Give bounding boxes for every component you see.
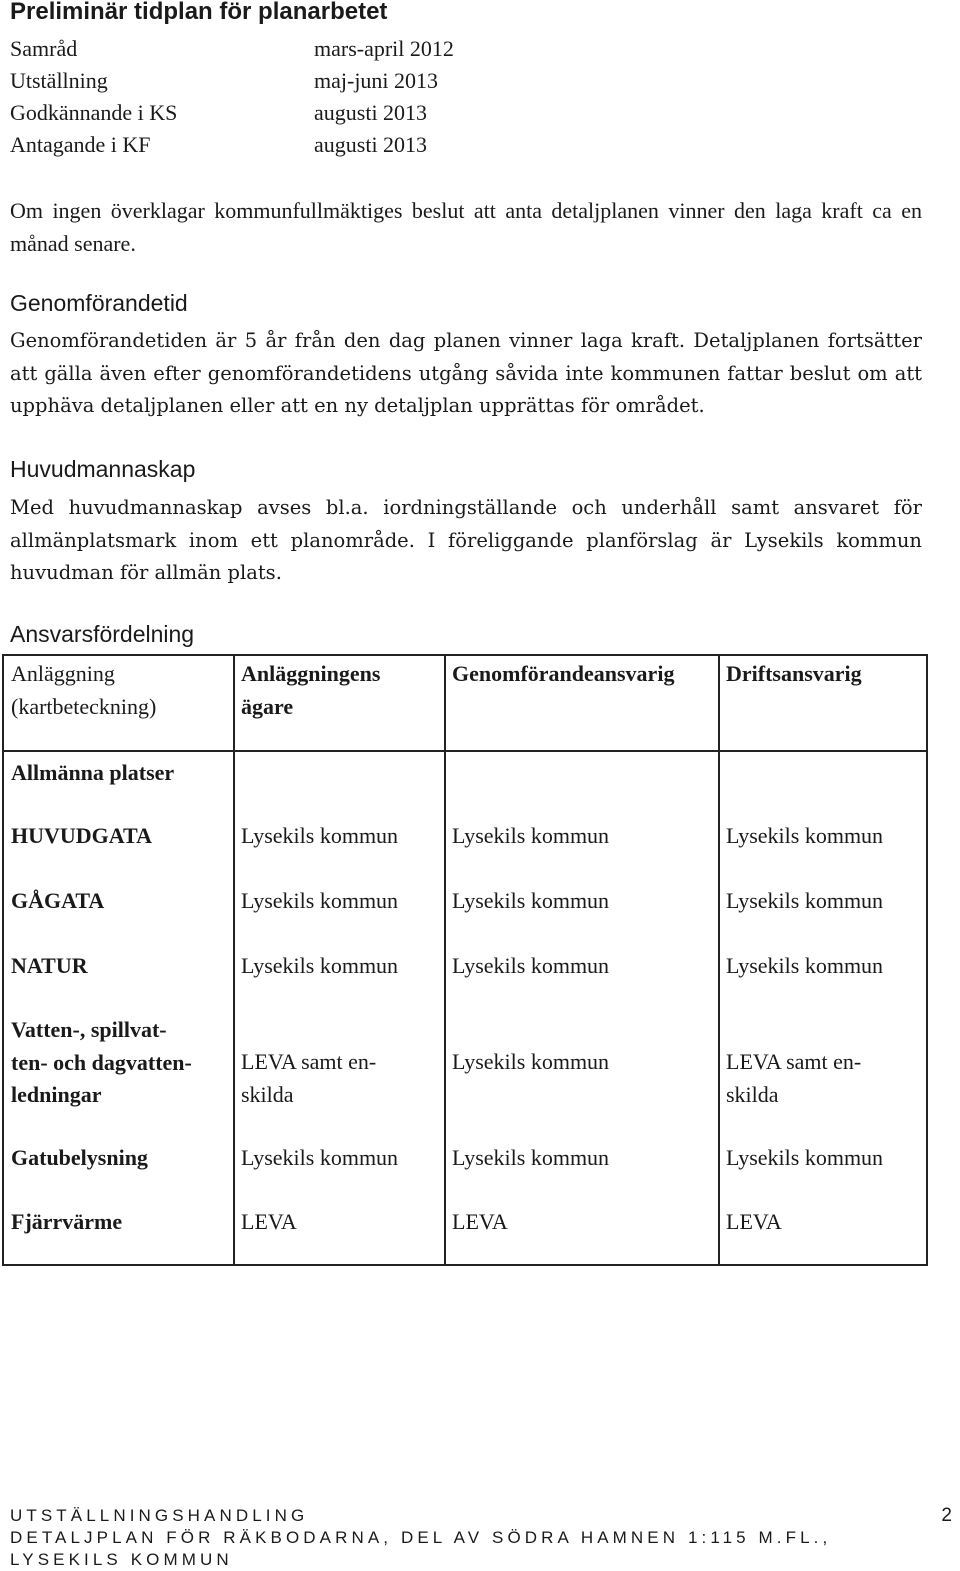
row-owner: Lysekils kommun	[241, 888, 399, 913]
section-label: Allmänna platser	[11, 760, 175, 785]
table-divider	[718, 752, 720, 1266]
row-owner: Lysekils kommun	[241, 953, 399, 978]
table-divider	[444, 656, 446, 752]
row-ops: Lysekils kommun	[726, 1145, 884, 1170]
responsibility-table	[2, 654, 928, 1266]
header-genomforandeansvarig: Genomförandeansvarig	[452, 661, 675, 686]
row-name-line: Vatten-, spillvat-	[11, 1017, 167, 1042]
schedule-label: Antagande i KF	[10, 132, 151, 157]
row-impl: LEVA	[452, 1209, 508, 1234]
table-divider	[233, 656, 235, 752]
row-name-line: ten- och dagvatten-	[11, 1049, 192, 1075]
table-header-divider	[4, 750, 926, 752]
row-name: HUVUDGATA	[11, 823, 152, 848]
row-owner-line: LEVA samt en-	[241, 1049, 377, 1074]
schedule-value: mars-april 2012	[314, 36, 454, 61]
row-name-line: ledningar	[11, 1082, 102, 1107]
page-number: 2	[941, 1505, 952, 1526]
header-agare-2: ägare	[241, 693, 294, 719]
header-anlaggning: Anläggning	[11, 661, 115, 686]
footer-plan-title: DETALJPLAN FÖR RÄKBODARNA, DEL AV SÖDRA HAMNEN 1:115 M.FL.,	[10, 1528, 832, 1547]
huvudmannaskap-paragraph: Med huvudmannaskap avses bl.a. iordningställande och underhåll samt ansvaret för allmänplatsmark inom ett planområde. I föreliggande planförslag är Lysekils kommun huvudman för allmän plats.	[10, 496, 922, 584]
row-ops-line: skilda	[726, 1081, 779, 1107]
footer-document-type: UTSTÄLLNINGSHANDLING	[10, 1506, 309, 1525]
table-divider	[444, 752, 446, 1266]
huvudmannaskap-heading: Huvudmannaskap	[10, 456, 196, 482]
row-impl: Lysekils kommun	[452, 953, 610, 978]
header-kartbeteckning: (kartbeteckning)	[11, 693, 157, 719]
row-name: Gatubelysning	[11, 1145, 148, 1170]
schedule-heading: Preliminär tidplan för planarbetet	[10, 0, 388, 25]
footer-municipality: LYSEKILS KOMMUN	[10, 1550, 233, 1569]
row-owner: Lysekils kommun	[241, 1145, 399, 1170]
table-header-cell	[11, 658, 156, 723]
row-ops: Lysekils kommun	[726, 953, 884, 978]
row-owner-line: skilda	[241, 1081, 294, 1107]
schedule-value: augusti 2013	[314, 100, 428, 125]
row-ops	[726, 1046, 922, 1111]
row-ops: LEVA	[726, 1209, 782, 1234]
row-impl: Lysekils kommun	[452, 888, 610, 913]
row-impl: Lysekils kommun	[452, 823, 610, 848]
row-owner	[241, 1046, 437, 1111]
row-name: Fjärrvärme	[11, 1209, 123, 1234]
ansvarsfordelning-heading: Ansvarsfördelning	[10, 621, 195, 647]
schedule-note: Om ingen överklagar kommunfullmäktiges beslut att anta detaljplanen vinner den laga kraft ca en månad senare.	[10, 198, 922, 256]
table-divider	[233, 752, 235, 1266]
row-name	[11, 1014, 224, 1112]
row-name: NATUR	[11, 953, 88, 978]
header-driftsansvarig: Driftsansvarig	[726, 661, 862, 686]
row-impl: Lysekils kommun	[452, 1145, 610, 1170]
genomforandetid-heading: Genomförandetid	[10, 290, 188, 316]
row-ops: Lysekils kommun	[726, 888, 884, 913]
genomforandetid-paragraph: Genomförandetiden är 5 år från den dag planen vinner laga kraft. Detaljplanen fortsätter att gälla även efter genomförandetidens utgång såvida inte kommunen fattar beslut om att upphäva detaljplanen eller att en ny detaljplan upprättas för området.	[10, 329, 922, 417]
table-header-cell	[241, 658, 380, 723]
row-owner: LEVA	[241, 1209, 297, 1234]
row-name: GÅGATA	[11, 888, 105, 913]
row-ops: Lysekils kommun	[726, 823, 884, 848]
table-divider	[718, 656, 720, 752]
schedule-label: Utställning	[10, 68, 108, 93]
schedule-label: Godkännande i KS	[10, 100, 178, 125]
row-owner: Lysekils kommun	[241, 823, 399, 848]
schedule-value: augusti 2013	[314, 132, 428, 157]
schedule-value: maj-juni 2013	[314, 68, 439, 93]
row-impl: Lysekils kommun	[452, 1049, 610, 1074]
header-agare-1: Anläggningens	[241, 661, 381, 686]
row-ops-line: LEVA samt en-	[726, 1049, 862, 1074]
schedule-label: Samråd	[10, 36, 78, 61]
